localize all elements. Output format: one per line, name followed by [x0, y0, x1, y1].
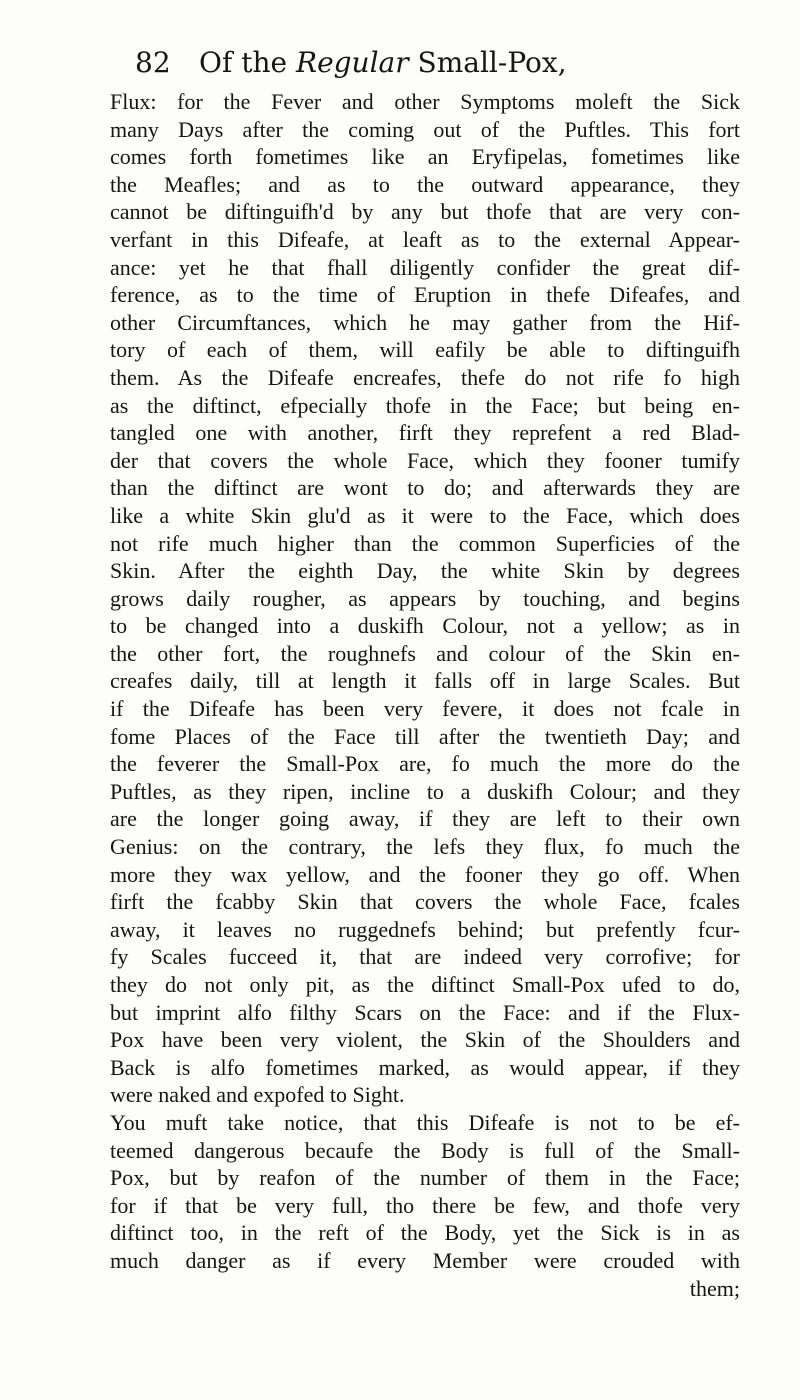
text-line: der that covers the whole Face, which they fooner tumify: [110, 447, 740, 473]
text-line: Back is alfo fometimes marked, as would appear, if they: [110, 1054, 740, 1080]
text-line: Pox, but by reafon of the number of them in the Face;: [110, 1165, 740, 1191]
running-title: [199, 46, 567, 79]
body-text: [110, 88, 740, 1302]
text-line: the Meafles; and as to the outward appearance, they: [110, 171, 740, 197]
text-line: comes forth fometimes like an Eryfipelas, fometimes like: [110, 144, 740, 170]
text-line: Flux: for the Fever and other Symptoms moleft the Sick: [110, 89, 740, 114]
text-line: if the Difeafe has been very fevere, it does not fcale in: [110, 696, 740, 722]
text-line: creafes daily, till at length it falls off in large Scales. But: [110, 668, 740, 694]
text-line: verfant in this Difeafe, at leaft as to the external Appear-: [110, 226, 740, 252]
text-line: tangled one with another, firft they reprefent a red Blad-: [110, 420, 740, 446]
text-line: You muft take notice, that this Difeafe is not to be ef-: [110, 1109, 740, 1135]
text-line: were naked and expofed to Sight.: [110, 1082, 405, 1108]
running-title-italic: Regular: [295, 46, 409, 79]
text-line: many Days after the coming out of the Puftles. This fort: [110, 116, 740, 142]
text-line: they do not only pit, as the diftinct Small-Pox ufed to do,: [110, 972, 740, 997]
text-line: ance: yet he that fhall diligently confider the great dif-: [110, 254, 740, 280]
text-line: but imprint alfo filthy Scars on the Face: and if the Flux-: [110, 999, 740, 1025]
text-line: Skin. After the eighth Day, the white Skin by degrees: [110, 558, 740, 584]
running-header: [135, 44, 695, 86]
text-line: like a white Skin glu'd as it were to the Face, which does: [110, 502, 740, 528]
text-line: than the diftinct are wont to do; and afterwards they are: [110, 475, 740, 501]
text-line: tory of each of them, will eafily be able to diftinguifh: [110, 337, 740, 363]
text-line: the other fort, the roughnefs and colour of the Skin en-: [110, 640, 740, 666]
text-line: teemed dangerous becaufe the Body is full of the Small-: [110, 1137, 740, 1163]
text-line: for if that be very full, tho there be few, and thofe very: [110, 1192, 740, 1218]
running-title-prefix: Of the: [199, 46, 296, 79]
text-line: Genius: on the contrary, the lefs they flux, fo much the: [110, 834, 740, 860]
text-line: grows daily rougher, as appears by touching, and begins: [110, 585, 740, 611]
running-title-suffix: Small-Pox,: [408, 46, 567, 79]
text-line: not rife much higher than the common Superficies of the: [110, 530, 740, 556]
text-line: cannot be diftinguifh'd by any but thofe that are very con-: [110, 199, 740, 225]
page-number: 82: [135, 46, 171, 79]
text-line: to be changed into a duskifh Colour, not a yellow; as in: [110, 613, 740, 639]
text-line: more they wax yellow, and the fooner they go off. When: [110, 861, 740, 887]
catchword: them;: [689, 1275, 740, 1301]
text-line: the feverer the Small-Pox are, fo much the more do the: [110, 751, 740, 777]
text-line: are the longer going away, if they are left to their own: [110, 806, 740, 832]
text-line: other Circumftances, which he may gather from the Hif-: [110, 309, 740, 335]
text-line: them. As the Difeafe encreafes, thefe do not rife fo high: [110, 364, 740, 390]
text-line: fome Places of the Face till after the twentieth Day; and: [110, 723, 740, 749]
text-line: fy Scales fucceed it, that are indeed very corrofive; for: [110, 944, 740, 970]
text-line: ference, as to the time of Eruption in thefe Difeafes, and: [110, 282, 740, 308]
text-line: diftinct too, in the reft of the Body, yet the Sick is in as: [110, 1220, 740, 1246]
text-line: Pox have been very violent, the Skin of the Shoulders and: [110, 1027, 740, 1053]
text-line: as the diftinct, efpecially thofe in the Face; but being en-: [110, 392, 740, 418]
text-line: away, it leaves no ruggednefs behind; but prefently fcur-: [110, 916, 740, 942]
text-line: much danger as if every Member were crouded with: [110, 1247, 740, 1273]
text-line: firft the fcabby Skin that covers the whole Face, fcales: [110, 889, 740, 915]
text-line: Puftles, as they ripen, incline to a duskifh Colour; and they: [110, 778, 740, 804]
